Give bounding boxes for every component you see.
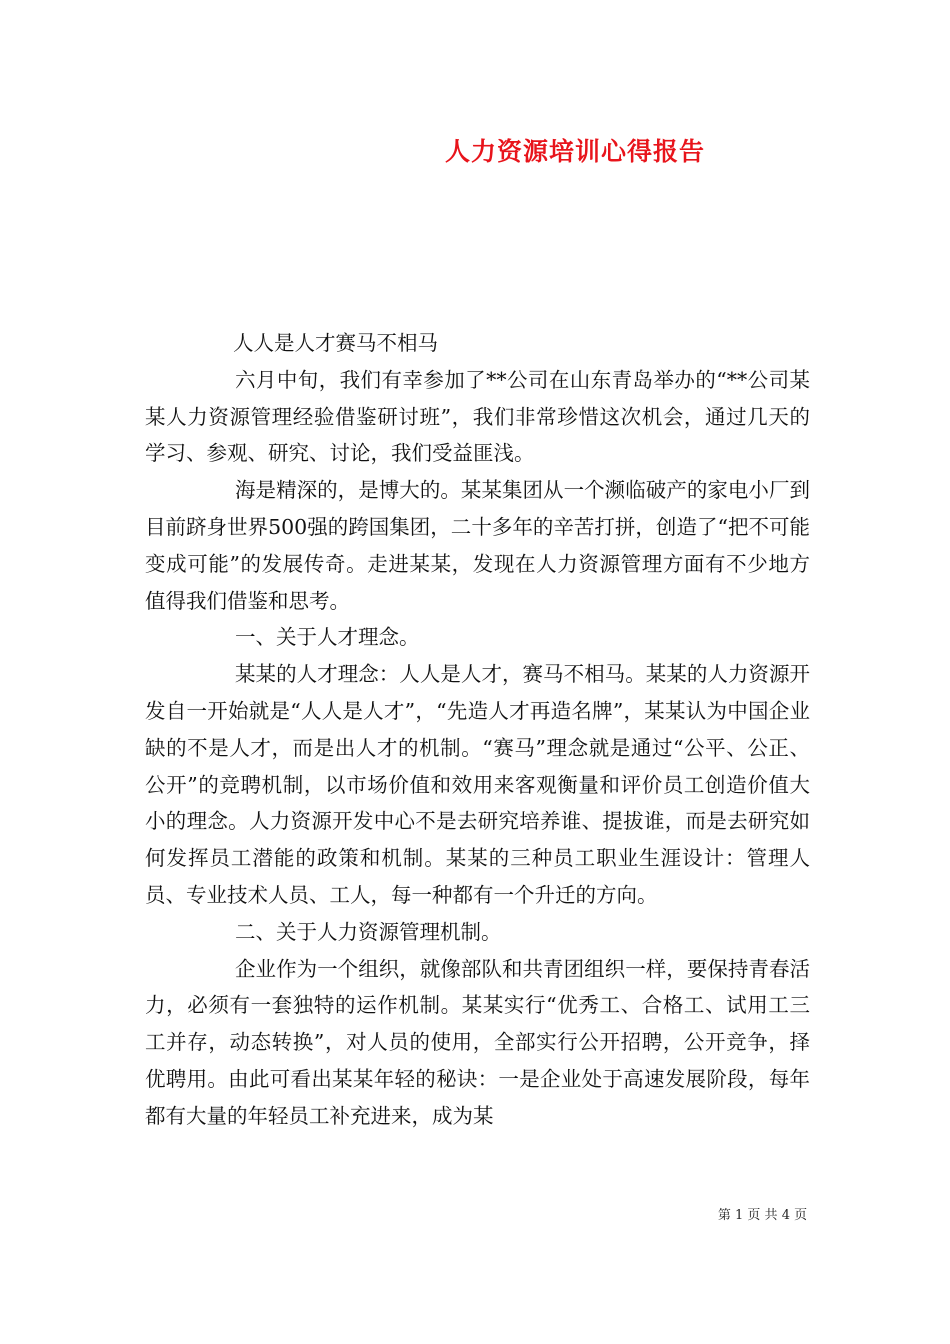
paragraph-company-history: 海是精深的，是博大的。某某集团从一个濒临破产的家电小厂到目前跻身世界500强的跨国集团，二十多年的辛苦打拼，创造了“把不可能变成可能”的发展传奇。走进某某，发现在人力资源管理方面有不少地方值得我们借鉴和思考。 (145, 478, 810, 613)
heading-talent-concept: 一、关于人才理念。 (235, 625, 420, 650)
heading-hr-mechanism: 二、关于人力资源管理机制。 (235, 919, 502, 944)
paragraph-talent-concept: 某某的人才理念：人人是人才，赛马不相马。某某的人力资源开发自一开始就是“人人是人才”，“先造人才再造名牌”，某某认为中国企业缺的不是人才，而是出人才的机制。“赛马”理念就是通过“公平、公正、公开”的竞聘机制，以市场价值和效用来客观衡量和评价员工创造价值大小的理念。人力资源开发中心不是去研究培养谁、提拔谁，而是去研究如何发挥员工潜能的政策和机制。某某的三种员工职业生涯设计：管理人员、专业技术人员、工人，每一种都有一个升迁的方向。 (145, 662, 810, 907)
paragraph-hr-mechanism: 企业作为一个组织，就像部队和共青团组织一样，要保持青春活力，必须有一套独特的运作机制。某某实行“优秀工、合格工、试用工三工并存，动态转换”，对人员的使用，全部实行公开招聘，公开竞争，择优聘用。由此可看出某某年轻的秘诀：一是企业处于高速发展阶段，每年都有大量的年轻员工补充进来，成为某 (145, 956, 810, 1128)
document-title: 人力资源培训心得报告 (444, 137, 705, 166)
page-footer: 第 1 页 共 4 页 (717, 1208, 808, 1223)
paragraph-intro: 六月中旬，我们有幸参加了**公司在山东青岛举办的“**公司某某人力资源管理经验借鉴研讨班”，我们非常珍惜这次机会，通过几天的学习、参观、研究、讨论，我们受益匪浅。 (145, 367, 810, 466)
section-subtitle: 人人是人才赛马不相马 (233, 331, 438, 355)
document-body (145, 325, 810, 1135)
